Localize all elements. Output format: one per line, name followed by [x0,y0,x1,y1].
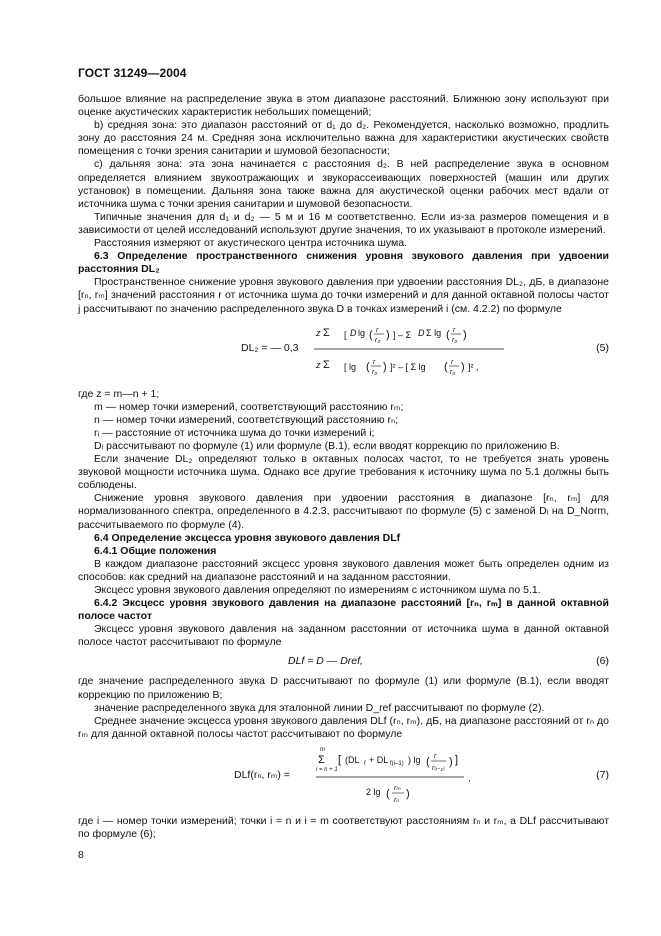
svg-text:): ) [463,328,467,341]
svg-text:Σ: Σ [323,358,330,371]
svg-text:Σ: Σ [323,326,330,339]
svg-text:]² – [ Σ lg: ]² – [ Σ lg [390,361,426,372]
paragraph: Снижение уровня звукового давления при удвоении расстояния в диапазоне [rₙ, rₘ] для нормализованного спектра, определенного в 4.2.3, рассчитывают по формуле (5) с заменой Dᵢ на D_Norm, рассчитываемого по формуле (4). [78,492,609,531]
svg-text:): ) [461,360,465,373]
svg-text:r₀: r₀ [372,368,378,376]
paragraph: большое влияние на распределение звука в этом диапазоне расстояний. Ближнюю зону используют при оценке акустических характеристик небольших помещений; [78,93,609,119]
formula-7-number: (7) [596,768,609,781]
svg-text:(: ( [446,328,450,341]
document-body [78,93,609,841]
formula-6-number: (6) [596,655,609,668]
paragraph: c) дальняя зона: эта зона начинается с расстояния d₂. В ней распределение звука в основном определяется влиянием звукоотражающих и звукорассеивающих поверхностей (машин или других установок) в помещении. Дальняя зона также важна для акустической оценки рабочих мест вдали от источника шума с точки зрения санитарии и шумовой безопасности. [78,158,609,210]
paragraph: где z = m—n + 1; [78,387,160,400]
svg-text:m: m [320,746,325,753]
svg-text:r₀: r₀ [375,336,381,344]
svg-text:r: r [453,326,456,334]
formula-6-body: DLf = D — Dref, [288,655,363,668]
svg-text:r₀: r₀ [450,368,456,376]
svg-text:i = n + 1: i = n + 1 [316,766,338,773]
svg-text:r: r [373,358,376,366]
formula-5-fraction [314,320,514,382]
svg-text:(: ( [369,328,373,341]
svg-text:[: [ [338,753,342,766]
svg-text:r: r [434,752,437,760]
formula-7-fraction [316,743,516,811]
svg-text:+ DL: + DL [369,754,389,765]
subsection-heading: 6.4.1 Общие положения [94,544,217,557]
definition-item: m — номер точки измерений, соответствующий расстоянию rₘ; [94,400,404,413]
paragraph: В каждом диапазоне расстояний эксцесс уровня звукового давления может быть определен одним из способов: как средний на диапазоне расстояний и на заданном расстоянии. [78,557,609,583]
paragraph: где i — номер точки измерений; точки i = n и i = m соответствуют расстояниям rₙ и rₘ, а DLf рассчитывают по формуле (6); [78,814,609,841]
svg-text:(: ( [366,360,370,373]
svg-text:lg: lg [358,327,366,338]
svg-text:(: ( [444,360,448,373]
svg-text:rₘ: rₘ [394,784,401,792]
paragraph: где значение распределенного звука D рассчитывают по формуле (1) или формуле (В.1), если вводят коррекцию по приложению В; [78,675,609,701]
formula-7 [78,743,609,813]
svg-text:): ) [386,328,390,341]
paragraph: b) средняя зона: это диапазон расстояний от d₁ до d₂. Рекомендуется, насколько возможно, продлить зону до расстояния 24 м. Средняя зона исключительно важна для характеристики акустических свойств помещения с точки зрения санитарии и шумовой безопасности; [78,119,609,158]
definition-item: rᵢ — расстояние от источника шума до точки измерений i; [94,426,375,439]
paragraph: Среднее значение эксцесса уровня звукового давления DLf (rₙ, rₘ), дБ, на диапазоне расстояний от rₙ до rₘ для данной октавной полосы частот рассчитывают по формуле [78,714,609,740]
formula-7-lhs: DLf(rₙ, rₘ) = [234,768,290,781]
svg-text:Σ lg: Σ lg [426,327,442,338]
svg-text:r₍ᵢ₋₁₎: r₍ᵢ₋₁₎ [432,764,445,772]
svg-text:] – Σ: ] – Σ [393,329,412,340]
svg-text:(DL: (DL [345,754,360,765]
formula-6 [78,653,609,671]
document-header: ГОСТ 31249—2004 [78,66,187,80]
section-heading: 6.3 Определение пространственного снижения уровня звукового давления при удвоении расстояния DL₂ [78,250,609,276]
paragraph: Типичные значения для d₁ и d₂ — 5 м и 16 м соответственно. Если из-за размеров помещения и в зависимости от целей исследований используют другие значения, то их указывают в протоколе измерений. [78,210,609,236]
svg-text:): ) [383,360,387,373]
svg-text:): ) [449,755,453,768]
subsection-heading: 6.4.2 Эксцесс уровня звукового давления на диапазоне расстояний [rₙ, rₘ] в данной октавной полосе частот [78,597,609,623]
svg-text:r₀: r₀ [452,336,458,344]
svg-text:z: z [316,359,321,370]
formula-5-lhs: DL₂ = — 0,3 [241,341,299,354]
svg-text:f: f [364,760,366,767]
formula-5 [78,320,609,384]
paragraph: Если значение DL₂ определяют только в октавных полосах частот, то не требуется знать уровень звуковой мощности источника шума. Однако все другие требования к источнику шума по 5.1 должны быть соблюдены. [78,453,609,492]
svg-text:f(i–1): f(i–1) [390,760,404,767]
svg-text:rₙ: rₙ [394,796,400,804]
svg-text:D: D [350,327,357,338]
svg-text:(: ( [386,787,390,800]
svg-text:]² ,: ]² , [468,361,479,372]
definition-item: Dᵢ рассчитывают по формуле (1) или формуле (В.1), если вводят коррекцию по приложению В. [94,439,560,452]
svg-text:,: , [468,772,471,783]
svg-text:r: r [376,326,379,334]
paragraph: Пространственное снижение уровня звукового давления при удвоении расстояния DL₂, дБ, в диапазоне [rₙ, rₘ] значений расстояния r от источника шума до точки измерений и для данной октавной полосы частот j рассчитывают по значению распределенного звука D в точках измерений i (см. 4.2.2) по формуле [78,276,609,315]
paragraph: Расстояния измеряют от акустического центра источника шума. [94,237,408,250]
formula-5-number: (5) [596,341,609,354]
svg-text:(: ( [426,755,430,768]
paragraph: значение распределенного звука для эталонной линии D_ref рассчитывают по формуле (2). [94,701,545,714]
page-number: 8 [78,849,84,861]
svg-text:): ) [406,787,410,800]
svg-text:) lg: ) lg [408,754,421,765]
svg-text:[ lg: [ lg [344,361,357,372]
svg-text:r: r [451,358,454,366]
svg-text:2 lg: 2 lg [366,786,381,797]
section-heading: 6.4 Определение эксцесса уровня звукового давления DLf [94,531,401,544]
svg-text:]: ] [455,753,459,766]
svg-text:Σ: Σ [318,753,325,766]
svg-text:D: D [418,327,425,338]
paragraph: Эксцесс уровня звукового давления определяют по измерениям с источником шума по 5.1. [94,584,541,596]
definition-item: n — номер точки измерений, соответствующий расстоянию rₙ; [94,413,399,426]
svg-text:z: z [316,327,321,338]
svg-text:[: [ [344,329,347,340]
paragraph: Эксцесс уровня звукового давления на заданном расстоянии от источника шума в данной октавной полосе частот рассчитывают по формуле [78,623,609,649]
